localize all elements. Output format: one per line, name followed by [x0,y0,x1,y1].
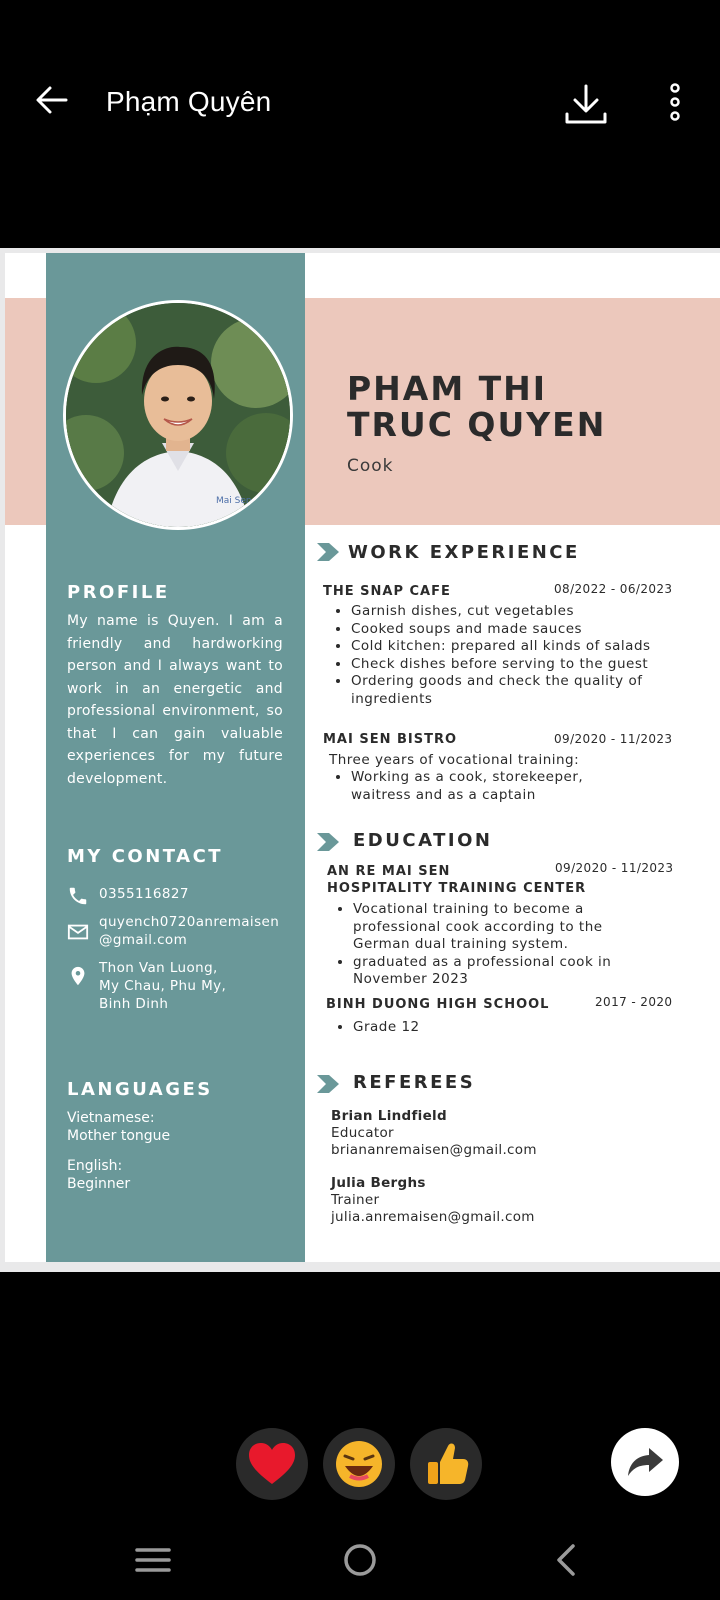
school-dates: 09/2020 - 11/2023 [555,861,674,875]
languages-heading: LANGUAGES [67,1079,213,1100]
location-pin-icon [67,965,89,987]
referee-role: Trainer [331,1192,380,1208]
reaction-heart-button[interactable] [236,1428,308,1500]
work-heading: WORK EXPERIENCE [348,542,580,563]
reaction-laugh-button[interactable] [323,1428,395,1500]
language-item [67,1109,170,1145]
language-level: Mother tongue [67,1128,171,1144]
list-item: • Cooked soups and made sauces [351,621,691,639]
section-chevron-icon [317,1075,341,1093]
heart-emoji-icon [236,1428,308,1500]
school-details [337,1019,553,1037]
job-duties [335,769,641,804]
list-item: • Check dishes before serving to the guest [351,656,691,674]
section-chevron-icon [317,543,341,561]
reaction-thumbs-up-button[interactable] [410,1428,482,1500]
school-title-line: AN RE MAI SEN [327,864,451,879]
referee-name: Brian Lindfield [331,1108,447,1124]
language-item [67,1157,130,1193]
recent-apps-icon[interactable] [131,1538,175,1582]
job-title: THE SNAP CAFE [323,584,451,599]
education-heading: EDUCATION [353,830,493,851]
name-line-1: PHAM THI [347,369,548,408]
resume-role: Cook [347,456,394,476]
referee-email: briananremaisen@gmail.com [331,1142,537,1158]
referee-card [331,1175,535,1226]
home-icon[interactable] [338,1538,382,1582]
contact-phone [67,885,307,907]
school-title-line: HOSPITALITY TRAINING CENTER [327,881,587,896]
referee-role: Educator [331,1125,394,1141]
download-icon[interactable] [562,80,610,128]
school-title: BINH DUONG HIGH SCHOOL [326,997,550,1012]
svg-text:Mai Sen: Mai Sen [216,496,252,506]
job-intro: Three years of vocational training: [329,752,580,768]
list-item: • Garnish dishes, cut vegetables [351,603,691,621]
resume-document [5,253,720,1262]
list-item: • Grade 12 [353,1019,553,1037]
section-chevron-icon [317,833,341,851]
contact-address-line-2: My Chau, Phu My, [99,978,227,994]
back-arrow-icon[interactable] [32,80,72,120]
resume-name [347,371,606,443]
job-dates: 08/2022 - 06/2023 [554,582,673,596]
chat-contact-title: Phạm Quyên [106,86,272,117]
email-icon [67,921,89,943]
contact-email [67,913,307,953]
list-item: • graduated as a professional cook in November 2023 [353,954,653,989]
referees-heading: REFEREES [353,1072,476,1093]
school-title [327,863,586,897]
contact-phone-text: 0355116827 [99,886,189,902]
job-title: MAI SEN BISTRO [323,732,458,747]
contact-address [67,959,307,1015]
language-level: Beginner [67,1176,131,1192]
nav-back-icon[interactable] [545,1538,589,1582]
phone-icon [67,885,89,907]
profile-text: My name is Quyen. I am a friendly and hardworking person and I always want to work in an energetic and professional environment, so that I can gain valuable experiences for my future development. [67,613,283,787]
name-line-2: TRUC QUYEN [347,405,607,444]
system-navigation-bar [0,1520,720,1600]
language-name: English: [67,1158,123,1174]
top-app-bar [0,0,720,210]
profile-photo [63,300,293,530]
profile-heading: PROFILE [67,582,170,603]
image-viewer[interactable] [0,248,720,1272]
job-duties [335,603,691,708]
share-button[interactable] [611,1428,679,1496]
thumbs-up-emoji-icon [410,1428,482,1500]
referee-name: Julia Berghs [331,1175,426,1191]
contact-address-line-1: Thon Van Luong, [99,960,218,976]
list-item: • Working as a cook, storekeeper, waitress and as a captain [351,769,641,804]
contact-email-line-2: @gmail.com [99,932,188,948]
contact-address-line-3: Binh Dinh [99,996,169,1012]
school-details [337,901,653,989]
contact-email-line-1: quyench0720anremaisen [99,914,280,930]
laughing-emoji-icon [323,1428,395,1500]
school-dates: 2017 - 2020 [595,995,673,1009]
list-item: • Cold kitchen: prepared all kinds of salads [351,638,691,656]
share-arrow-icon [611,1428,679,1496]
referee-email: julia.anremaisen@gmail.com [331,1209,535,1225]
referee-card [331,1108,537,1159]
more-vert-icon[interactable] [662,82,688,122]
job-dates: 09/2020 - 11/2023 [554,732,673,746]
list-item: • Ordering goods and check the quality of ingredients [351,673,661,708]
language-name: Vietnamese: [67,1110,155,1126]
contact-heading: MY CONTACT [67,846,224,867]
list-item: • Vocational training to become a professional cook according to the German dual training system. [353,901,653,954]
